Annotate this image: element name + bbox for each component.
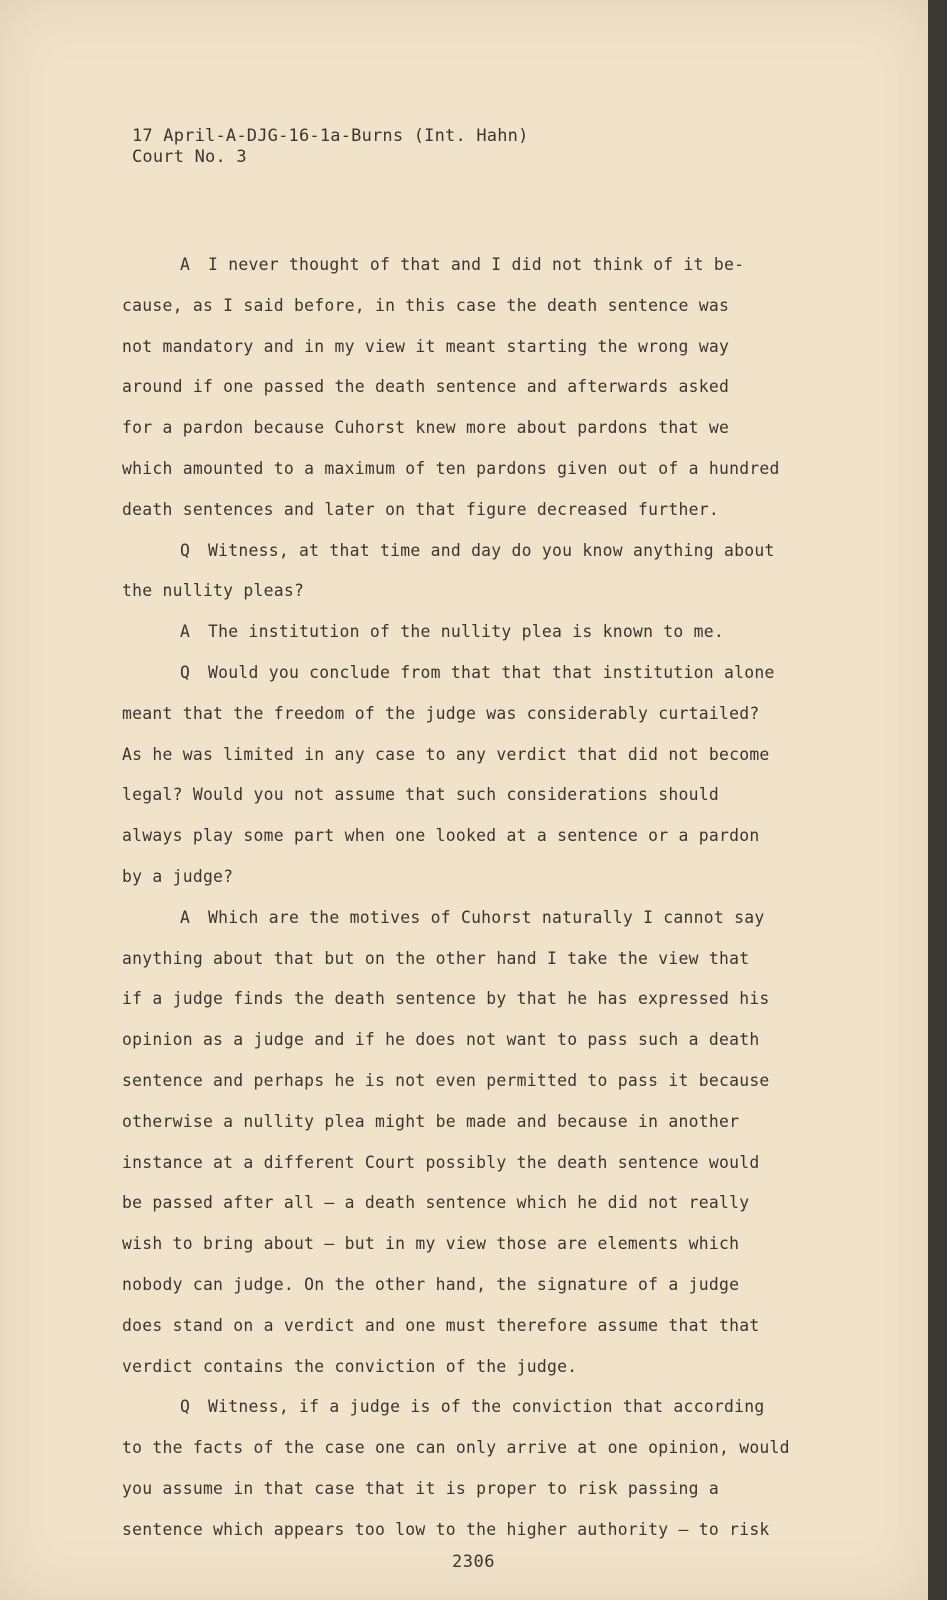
line-text: always play some part when one looked at a sentence or a pardon [122,826,760,846]
paragraph-first-line [122,898,802,939]
transcript-body [122,245,802,1551]
paragraph-line [122,1224,802,1265]
line-text: not mandatory and in my view it meant starting the wrong way [122,336,730,356]
paragraph-first-line [122,245,802,286]
line-text: which amounted to a maximum of ten pardons given out of a hundred [122,458,780,478]
paragraph-line [122,1143,802,1184]
line-text: otherwise a nullity plea might be made and because in another [122,1111,740,1131]
paragraph-line [122,327,802,368]
paragraph-line [122,857,802,898]
paragraph-line [122,1469,802,1510]
paragraph-line [122,449,802,490]
scan-edge [928,0,947,1600]
paragraph-line [122,1510,802,1551]
speaker-label: A [180,255,191,274]
paragraph-first-line [122,653,802,694]
transcript-paragraph [122,653,802,898]
paragraph-line [122,367,802,408]
line-text: death sentences and later on that figure decreased further. [122,499,719,519]
line-text: wish to bring about — but in my view those are elements which [122,1234,740,1254]
line-text: to the facts of the case one can only arrive at one opinion, would [122,1438,790,1458]
paragraph-line [122,1020,802,1061]
line-text: legal? Would you not assume that such considerations should [122,785,719,805]
paragraph-line [122,775,802,816]
paragraph-line [122,1183,802,1224]
line-text: Which are the motives of Cuhorst naturally I cannot say [208,907,765,927]
paragraph-line [122,1061,802,1102]
paragraph-line [122,1428,802,1469]
transcript-paragraph [122,1387,802,1550]
paragraph-line [122,1102,802,1143]
paragraph-line [122,979,802,1020]
line-text: if a judge finds the death sentence by that he has expressed his [122,989,770,1009]
document-header [132,126,529,168]
paragraph-line [122,490,802,531]
line-text: As he was limited in any case to any verdict that did not become [122,744,770,764]
paragraph-line [122,571,802,612]
speaker-label: Q [180,662,191,682]
line-text: Witness, at that time and day do you know anything about [208,540,775,560]
paragraph-line [122,1265,802,1306]
line-text: does stand on a verdict and one must therefore assume that that [122,1315,760,1335]
speaker-label: Q [180,1397,191,1417]
line-text: verdict contains the conviction of the judge. [122,1356,578,1376]
transcript-paragraph [122,898,802,1388]
paragraph-line [122,694,802,735]
paragraph-first-line [122,612,802,653]
speaker-label: Q [180,540,191,560]
line-text: I never thought of that and I did not think of it be- [208,255,745,274]
header-session-line: 17 April-A-DJG-16-1a-Burns (Int. Hahn) [132,126,529,146]
header-court-line: Court No. 3 [132,147,247,167]
line-text: be passed after all — a death sentence which he did not really [122,1193,750,1213]
paragraph-line [122,735,802,776]
transcript-paragraph [122,245,802,531]
speaker-label: A [180,907,191,927]
line-text: anything about that but on the other hand I take the view that [122,948,750,968]
line-text: instance at a different Court possibly the death sentence would [122,1152,760,1172]
paragraph-line [122,408,802,449]
paragraph-line [122,1306,802,1347]
line-text: sentence which appears too low to the higher authority — to risk [122,1519,770,1539]
line-text: meant that the freedom of the judge was considerably curtailed? [122,703,760,723]
line-text: for a pardon because Cuhorst knew more about pardons that we [122,418,730,438]
line-text: by a judge? [122,866,234,886]
line-text: The institution of the nullity plea is known to me. [208,622,725,642]
line-text: around if one passed the death sentence and afterwards asked [122,377,730,397]
line-text: Witness, if a judge is of the conviction that according [208,1397,765,1417]
transcript-paragraph [122,531,802,613]
line-text: you assume in that case that it is proper to risk passing a [122,1478,719,1498]
paragraph-line [122,1347,802,1388]
speaker-label: A [180,622,191,642]
transcript-paragraph [122,612,802,653]
line-text: the nullity pleas? [122,581,305,601]
line-text: Would you conclude from that that that institution alone [208,662,775,682]
line-text: cause, as I said before, in this case the death sentence was [122,295,730,315]
line-text: opinion as a judge and if he does not want to pass such a death [122,1030,760,1050]
line-text: nobody can judge. On the other hand, the signature of a judge [122,1274,740,1294]
paragraph-line [122,286,802,327]
paragraph-line [122,816,802,857]
line-text: sentence and perhaps he is not even permitted to pass it because [122,1070,770,1090]
paragraph-line [122,939,802,980]
paragraph-first-line [122,1387,802,1428]
paragraph-first-line [122,531,802,572]
page-number: 2306 [452,1552,495,1572]
